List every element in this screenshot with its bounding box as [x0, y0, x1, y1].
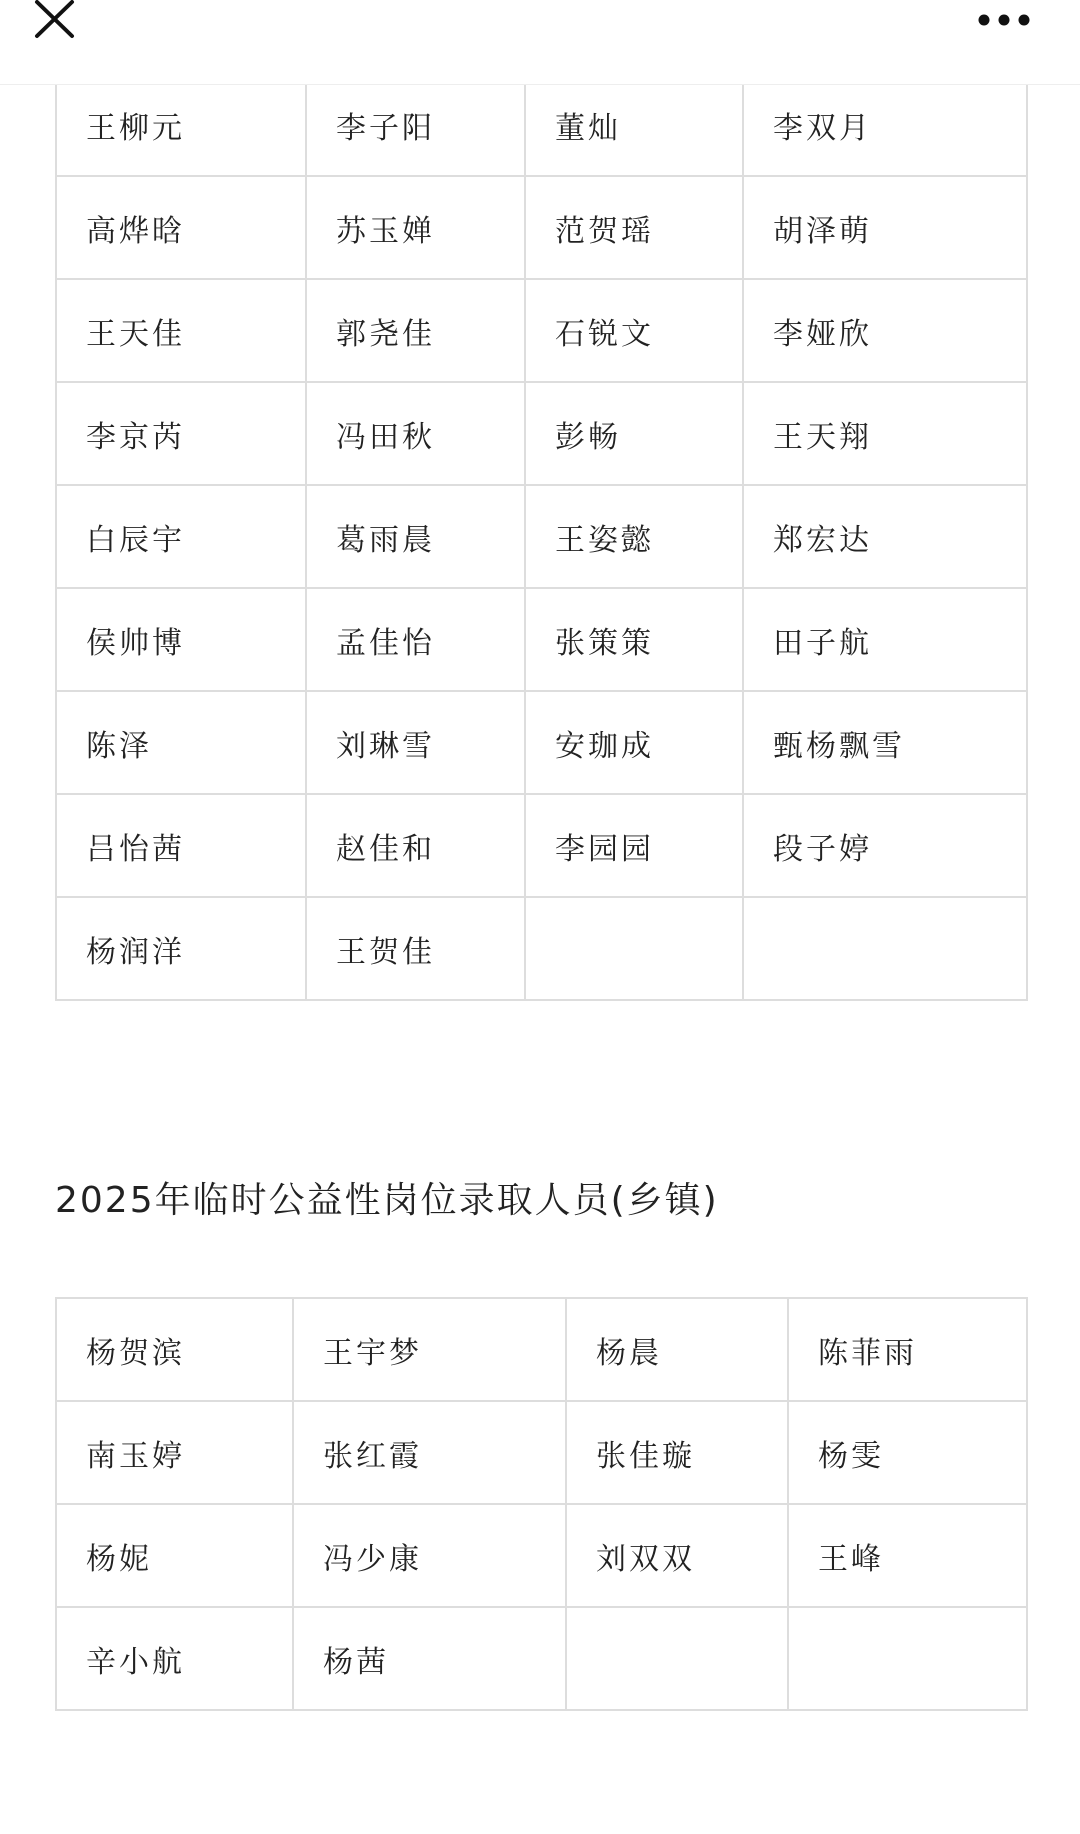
- name-cell: 彭畅: [525, 382, 743, 485]
- name-cell: 冯少康: [293, 1504, 566, 1607]
- name-cell: 杨润洋: [56, 897, 306, 1000]
- name-cell: 刘琳雪: [306, 691, 525, 794]
- name-cell: 王天翔: [743, 382, 1027, 485]
- empty-cell: [788, 1607, 1027, 1710]
- name-cell: 刘双双: [566, 1504, 788, 1607]
- table-row: [56, 897, 1027, 1000]
- name-cell: 陈菲雨: [788, 1298, 1027, 1401]
- name-cell: 杨妮: [56, 1504, 293, 1607]
- more-dots-icon: [968, 6, 1040, 38]
- table-row: [56, 588, 1027, 691]
- table-row: [56, 1298, 1027, 1401]
- name-cell: 甄杨飘雪: [743, 691, 1027, 794]
- name-cell: 张红霞: [293, 1401, 566, 1504]
- name-cell: 赵佳和: [306, 794, 525, 897]
- name-cell: 王柳元: [56, 73, 306, 176]
- name-cell: 李园园: [525, 794, 743, 897]
- name-cell: 苏玉婵: [306, 176, 525, 279]
- table-row: [56, 73, 1027, 176]
- empty-cell: [525, 897, 743, 1000]
- name-cell: 王峰: [788, 1504, 1027, 1607]
- name-cell: 吕怡茜: [56, 794, 306, 897]
- table-row: [56, 1607, 1027, 1710]
- table-row: [56, 176, 1027, 279]
- name-cell: 葛雨晨: [306, 485, 525, 588]
- name-cell: 石锐文: [525, 279, 743, 382]
- name-cell: 范贺瑶: [525, 176, 743, 279]
- name-cell: 冯田秋: [306, 382, 525, 485]
- table-row: [56, 691, 1027, 794]
- name-cell: 田子航: [743, 588, 1027, 691]
- more-button[interactable]: [968, 6, 1040, 38]
- name-cell: 王姿懿: [525, 485, 743, 588]
- table-row: [56, 485, 1027, 588]
- name-cell: 杨雯: [788, 1401, 1027, 1504]
- name-cell: 李京芮: [56, 382, 306, 485]
- name-cell: 孟佳怡: [306, 588, 525, 691]
- name-cell: 王天佳: [56, 279, 306, 382]
- name-cell: 杨茜: [293, 1607, 566, 1710]
- names-table-1: [55, 72, 1028, 1001]
- name-cell: 李子阳: [306, 73, 525, 176]
- top-bar: [0, 0, 1080, 85]
- table-row: [56, 1401, 1027, 1504]
- empty-cell: [743, 897, 1027, 1000]
- name-cell: 高烨晗: [56, 176, 306, 279]
- name-cell: 董灿: [525, 73, 743, 176]
- name-cell: 李双月: [743, 73, 1027, 176]
- name-cell: 南玉婷: [56, 1401, 293, 1504]
- name-cell: 陈泽: [56, 691, 306, 794]
- table-row: [56, 794, 1027, 897]
- names-table-2-body: [56, 1298, 1027, 1710]
- name-cell: 王宇梦: [293, 1298, 566, 1401]
- name-cell: 杨晨: [566, 1298, 788, 1401]
- name-cell: 辛小航: [56, 1607, 293, 1710]
- name-cell: 杨贺滨: [56, 1298, 293, 1401]
- name-cell: 郑宏达: [743, 485, 1027, 588]
- name-cell: 郭尧佳: [306, 279, 525, 382]
- table-row: [56, 382, 1027, 485]
- close-button[interactable]: [28, 0, 80, 44]
- empty-cell: [566, 1607, 788, 1710]
- close-icon: [28, 0, 80, 44]
- name-cell: 张策策: [525, 588, 743, 691]
- names-table-1-body: [56, 73, 1027, 1000]
- section-heading: 2025年临时公益性岗位录取人员(乡镇): [55, 1180, 719, 1221]
- name-cell: 胡泽萌: [743, 176, 1027, 279]
- name-cell: 安珈成: [525, 691, 743, 794]
- table-row: [56, 1504, 1027, 1607]
- name-cell: 段子婷: [743, 794, 1027, 897]
- name-cell: 李娅欣: [743, 279, 1027, 382]
- name-cell: 王贺佳: [306, 897, 525, 1000]
- name-cell: 张佳璇: [566, 1401, 788, 1504]
- table-row: [56, 279, 1027, 382]
- names-table-2: [55, 1297, 1028, 1711]
- name-cell: 侯帅博: [56, 588, 306, 691]
- name-cell: 白辰宇: [56, 485, 306, 588]
